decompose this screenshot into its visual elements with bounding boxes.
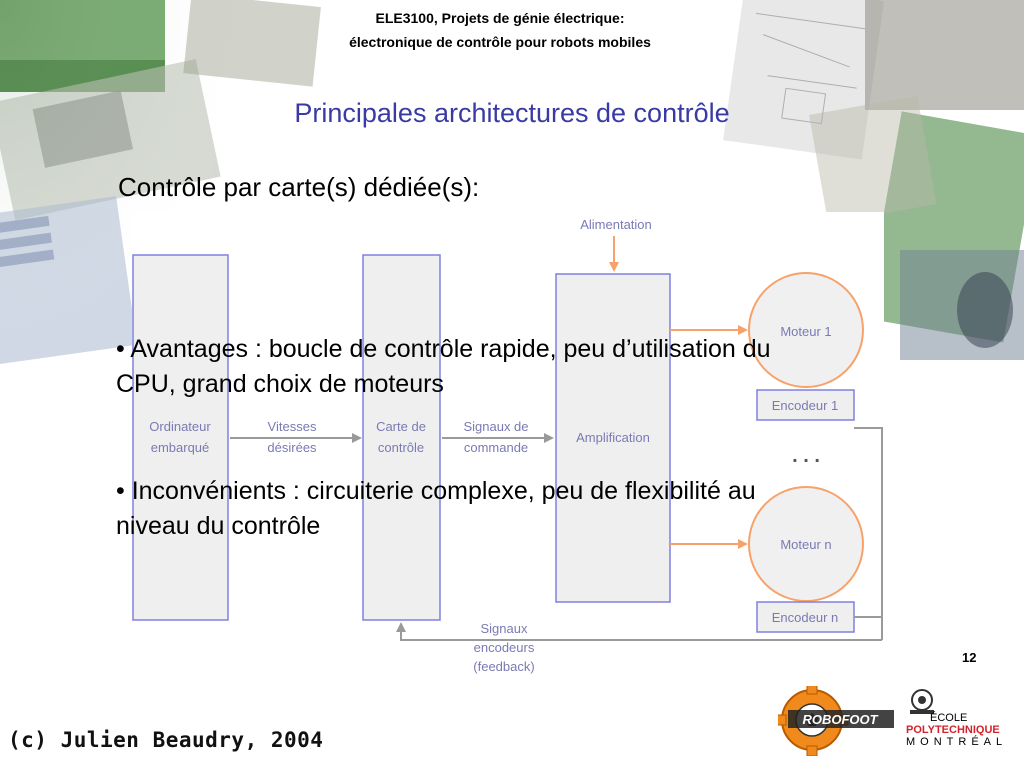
header-course-title: ELE3100, Projets de génie électrique: <box>375 10 625 26</box>
feedback-label-line3: (feedback) <box>473 659 535 674</box>
slide-title: Principales architectures de contrôle <box>294 98 730 128</box>
bullet-inconvenients <box>116 474 946 544</box>
bullet-inconvenients-line2: niveau du contrôle <box>116 512 321 540</box>
credit-text: (c) Julien Beaudry, 2004 <box>8 728 324 752</box>
encodeur1-label: Encodeur 1 <box>771 398 839 413</box>
poly-logo-montreal: MONTRÉAL <box>906 736 1008 748</box>
alimentation-label: Alimentation <box>580 217 652 232</box>
moteurn-label: Moteur n <box>780 537 832 552</box>
ordinateur-label-line2: embarqué <box>150 440 210 455</box>
feedback-label-line1: Signaux <box>480 621 528 636</box>
poly-logo-polytechnique: POLYTECHNIQUE <box>906 724 1000 736</box>
moteur1-label: Moteur 1 <box>780 324 832 339</box>
poly-logo-ecole: ÉCOLE <box>930 712 968 724</box>
bullet-avantages-line1: • Avantages : boucle de contrôle rapide, peu d’utilisation du <box>116 335 771 363</box>
bullet-avantages-line2: CPU, grand choix de moteurs <box>116 370 444 398</box>
header-course-subtitle: électronique de contrôle pour robots mobiles <box>349 34 651 50</box>
commande-label-line2: commande <box>463 440 529 455</box>
feedback-label-line2: encodeurs <box>473 640 535 655</box>
page-number: 12 <box>962 650 977 665</box>
ordinateur-box <box>133 255 228 620</box>
commande-label-line1: Signaux de <box>463 419 529 434</box>
carte-label-line2: contrôle <box>377 440 425 455</box>
robofoot-logo-text: ROBOFOOT <box>802 712 878 727</box>
motors-ellipsis: . . . <box>792 445 820 467</box>
encodeurn-label: Encodeur n <box>771 610 839 625</box>
ordinateur-label-line1: Ordinateur <box>149 419 211 434</box>
carte-label-line1: Carte de <box>376 419 426 434</box>
robofoot-logo <box>778 686 898 756</box>
carte-controle-box <box>363 255 440 620</box>
amplification-label: Amplification <box>576 430 650 445</box>
slide-subtitle: Contrôle par carte(s) dédiée(s): <box>118 172 480 202</box>
bullet-avantages <box>116 332 946 402</box>
vitesses-label-line2: désirées <box>267 440 317 455</box>
vitesses-label-line1: Vitesses <box>267 419 317 434</box>
bullet-inconvenients-line1: • Inconvénients : circuiterie complexe, peu de flexibilité au <box>116 477 756 505</box>
